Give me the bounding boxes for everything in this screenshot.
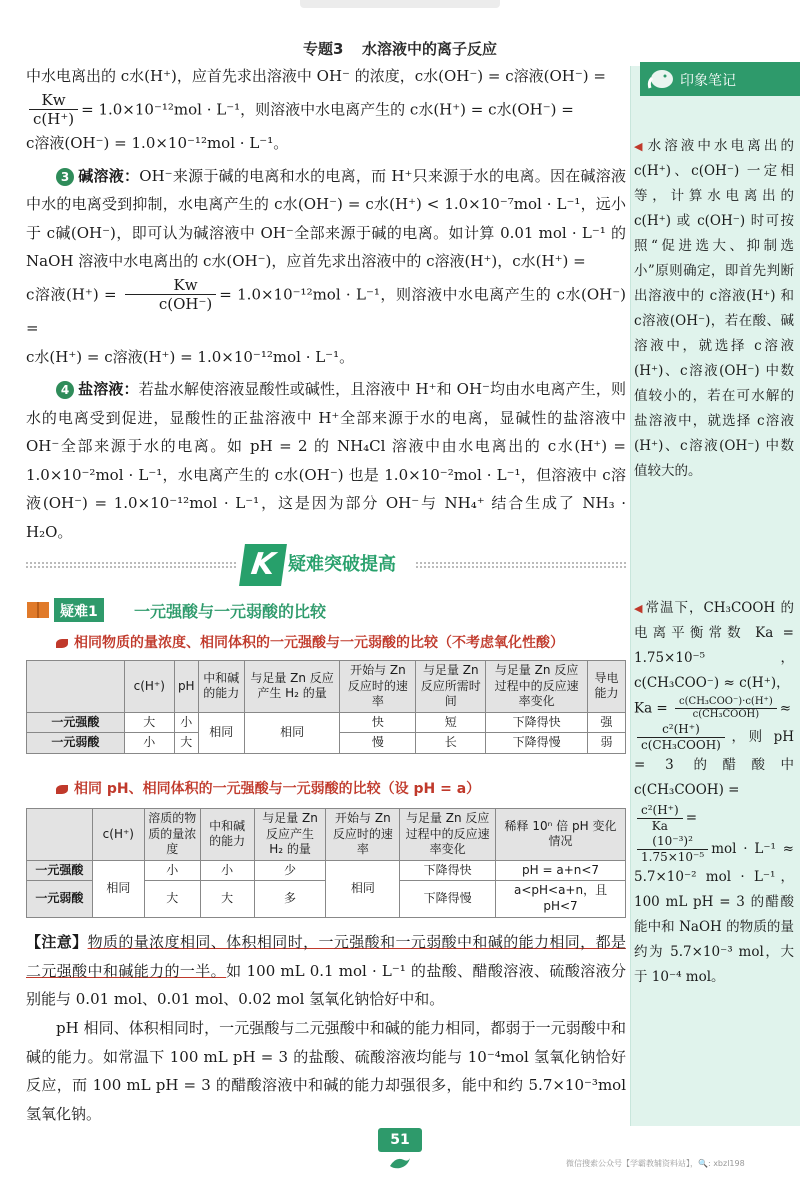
page-header	[0, 0, 800, 58]
chapter-name: 水溶液中的离子反应	[361, 40, 497, 58]
sidebar-note-acetic-acid: ◀ 常温下，CH₃COOH 的电离平衡常数 Ka = 1.75×10⁻⁵，c(CH₃COO⁻) ≈ c(H⁺)， Ka = $\frac{\text{c(CH₃COO⁻)·c(H⁺)}}{\text{c(CH₃COOH)}}$ ≈ $\frac{\text{c²(H⁺)}}{\text{c(CH₃COOH)}}$ ，则 pH = 3 的醋酸中 c(CH₃COOH) = $\frac{\text{c²(H⁺)}}{Ka}$ = $\frac{\text{(10⁻³)²}}{\text{1.75×10⁻⁵}}$ mol · L⁻¹ ≈ 5.7×10⁻² mol · L⁻¹，100 mL pH = 3 的醋酸能中和 NaOH 的物质的量约为 5.7×10⁻³ mol，大于 10⁻⁴ mol。	[634, 600, 794, 985]
triangle-marker-icon: ◀	[634, 602, 644, 615]
footer-watermark: 微信搜索公众号【学霸教辅资料站】，🔍: xbzl198	[566, 1159, 745, 1168]
banner-title: 疑难突破提高	[288, 554, 396, 575]
table-header-row: c(H⁺) pH 中和碱的能力 与足量 Zn 反应产生 H₂ 的量 开始与 Zn 反应时的速率 与足量 Zn 反应所需时间 与足量 Zn 反应过程中的反应速率变化 导电能力	[27, 661, 626, 713]
comparison-table-2	[26, 808, 626, 918]
section-banner	[26, 540, 626, 590]
leaf-bullet-icon	[56, 639, 68, 648]
sidebar-note-water-ionization: ◀ 水溶液中水电离出的 c(H⁺)、c(OH⁻) 一定相等，计算水电离出的 c(H⁺) 或 c(OH⁻) 时可按照“促进选大、抑制选小”原则确定，即首先判断出溶液中的 c溶液(H⁺) 和 c溶液(OH⁻)，若在酸、碱溶液中，就选择 c溶液(H⁺)、c溶液(OH⁻) 中数值较小的，若在可水解的盐溶液中，就选择 c溶液(H⁺)、c溶液(OH⁻) 中数值较大的。	[634, 138, 794, 479]
kw-fraction-2: $\frac{Kw}{c(OH^-)}$	[125, 276, 216, 315]
leaf-bullet-icon	[56, 785, 68, 794]
paragraph-salt-solution: 4 盐溶液：若盐水解使溶液显酸性或碱性，且溶液中 H⁺和 OH⁻均由水电离产生，则水的电离受到促进，显酸性的正盐溶液中 H⁺全部来源于水的电离，显碱性的盐溶液中 OH⁻全部来源于水的电离。如 pH = 2 的 NH₄Cl 溶液中由水电离出的 c水(H⁺) = 1.0×10⁻²mol · L⁻¹，水电离产生的 c水(OH⁻) 也是 1.0×10⁻²mol · L⁻¹，但溶液中 c溶液(OH⁻) = 1.0×10⁻¹²mol · L⁻¹，这是因为部分 OH⁻与 NH₄⁺ 结合生成了 NH₃ · H₂O。	[26, 380, 626, 541]
base-solution-label: 碱溶液：	[78, 166, 140, 185]
salt-solution-label: 盐溶液：	[78, 380, 139, 398]
number-badge: 4	[56, 381, 74, 399]
comparison-table-1	[26, 660, 626, 754]
sidebar-tab	[640, 62, 800, 96]
section-label: 疑难1	[54, 598, 104, 622]
numeric-fraction: $\frac{\text{(10⁻³)²}}{\text{1.75×10⁻⁵}}$	[637, 834, 708, 865]
table-row: 一元强酸 相同 小 小 少 相同 下降得快 pH = a+n<7	[27, 860, 626, 881]
header-tab-decoration	[300, 0, 500, 8]
table-row: 一元强酸 大 小 相同 相同 快 短 下降得快 强	[27, 712, 626, 733]
ph-paragraph: pH 相同、体积相同时，一元强酸与二元强酸中和碱的能力相同，都弱于一元弱酸中和碱的能力。如常温下 100 mL pH = 3 的盐酸、硫酸溶液均能与 10⁻⁴mol 氢氧化钠恰好反应，而 100 mL pH = 3 的醋酸溶液中和碱的能力却强很多，能中和约 5.7×10⁻³mol 氢氧化钠。	[26, 1019, 626, 1123]
number-badge: 3	[56, 168, 74, 186]
chapter-number: 专题3	[303, 40, 344, 58]
elephant-icon	[646, 66, 676, 92]
book-icon	[26, 600, 50, 620]
table-row: 一元弱酸 大 大 多 下降得慢 a<pH<a+n，且 pH<7	[27, 881, 626, 917]
table-row: 一元弱酸 小 大 慢 长 下降得慢 弱	[27, 733, 626, 754]
sidebar-tab-label: 印象笔记	[680, 73, 736, 89]
table1-heading: 相同物质的量浓度、相同体积的一元强酸与一元弱酸的比较（不考虑氧化性酸）	[56, 632, 564, 652]
attention-label: 【注意】	[26, 933, 88, 951]
h-squared-fraction: $\frac{\text{c²(H⁺)}}{\text{c(CH₃COOH)}}$	[637, 722, 725, 753]
attention-paragraph: 【注意】物质的量浓度相同、体积相同时，一元强酸和一元弱酸中和碱的能力相同，都是二元强酸中和碱能力的一半。如 100 mL 0.1 mol · L⁻¹ 的盐酸、醋酸溶液、硫酸溶液分别能与 0.01 mol、0.01 mol、0.02 mol 氢氧化钠恰好中和。	[26, 933, 626, 1008]
k-badge-icon: K	[239, 544, 287, 586]
triangle-marker-icon: ◀	[634, 140, 646, 153]
banner-divider-left	[26, 562, 236, 568]
table-header-row: c(H⁺) 溶质的物质的量浓度 中和碱的能力 与足量 Zn 反应产生 H₂ 的量 开始与 Zn 反应时的速率 与足量 Zn 反应过程中的反应速率变化 稀释 10ⁿ 倍 pH 变化情况	[27, 809, 626, 861]
bird-icon	[388, 1154, 412, 1172]
kw-fraction: $\frac{Kw}{c(H^+)}$	[29, 91, 78, 130]
banner-divider-right	[416, 562, 626, 568]
section-title: 一元强酸与一元弱酸的比较	[134, 602, 327, 621]
underlined-note: 物质的量浓度相同、体积相同时，一元强酸和一元弱酸中和碱的能力相同，都是二元强酸中和碱能力的一半。	[26, 933, 626, 980]
chapter-title	[0, 38, 800, 59]
paragraph-acid-continued: 中水电离出的 c水(H⁺)，应首先求出溶液中 OH⁻ 的浓度，c水(OH⁻) = c溶液(OH⁻) = $\frac{Kw}{c(H^+)}$ = 1.0×10⁻¹²mol · L⁻¹，则溶液中水电离产生的 c水(H⁺) = c水(OH⁻) = c溶液(OH⁻) = 1.0×10⁻¹²mol · L⁻¹。	[26, 67, 606, 152]
page-number: 51	[378, 1128, 422, 1152]
h-squared-over-ka-fraction: $\frac{\text{c²(H⁺)}}{Ka}$	[637, 803, 683, 834]
table2-heading: 相同 pH、相同体积的一元强酸与一元弱酸的比较（设 pH = a）	[56, 778, 480, 798]
paragraph-base-solution: 3 碱溶液：OH⁻来源于碱的电离和水的电离，而 H⁺只来源于水的电离。因在碱溶液中水的电离受到抑制，水电离产生的 c水(OH⁻) = c水(H⁺) < 1.0×10⁻⁷mol · L⁻¹，远小于 c碱(OH⁻)，即可认为碱溶液中 OH⁻全部来源于碱的电离。如计算 0.01 mol · L⁻¹ 的 NaOH 溶液中水电离出的 c水(OH⁻)，应首先求出溶液中的 c溶液(H⁺)，c水(H⁺) = c溶液(H⁺) = $\frac{Kw}{c(OH^-)}$ = 1.0×10⁻¹²mol · L⁻¹，则溶液中水电离产生的 c水(OH⁻) = c水(H⁺) = c溶液(H⁺) = 1.0×10⁻¹²mol · L⁻¹。	[26, 166, 626, 366]
main-text	[26, 62, 626, 550]
ka-fraction: $\frac{\text{c(CH₃COO⁻)·c(H⁺)}}{\text{c(CH₃COOH)}}$	[675, 696, 777, 722]
